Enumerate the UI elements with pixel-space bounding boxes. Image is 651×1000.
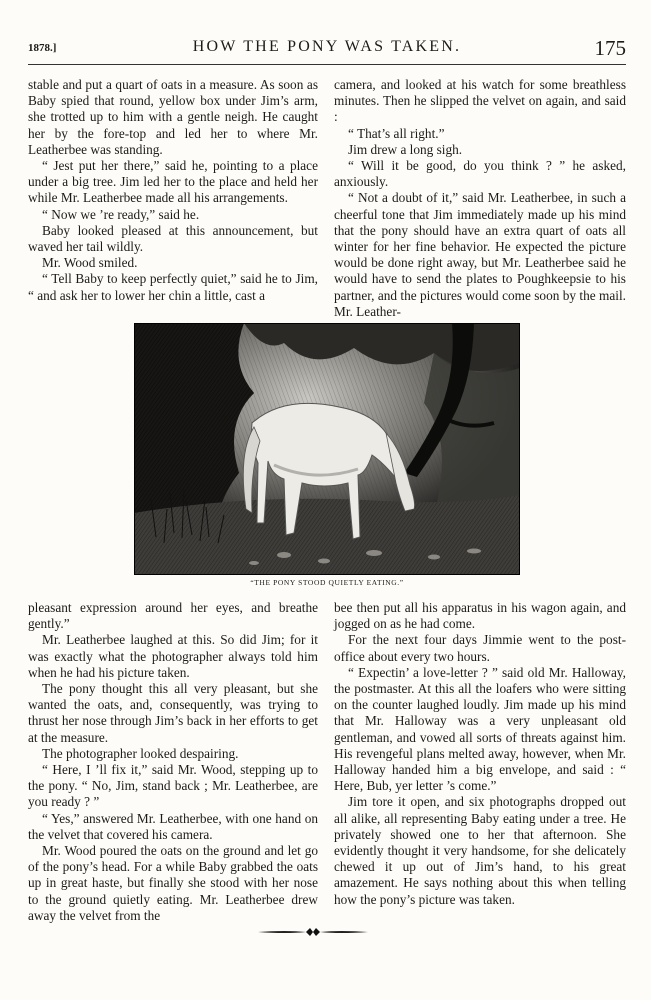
paragraph: “ Now we ’re ready,” said he. bbox=[42, 206, 200, 222]
paragraph: stable and put a quart of oats in a measure. As soon as Baby spied that round, yellow box under Jim’s arm, she trotted up to him with a gentle neigh. He caught her by the fore-top and led her to where Mr. Leatherbee was standing. bbox=[28, 77, 318, 157]
column-top-right bbox=[334, 77, 626, 320]
paragraph: The pony thought this all very pleasant, but she wanted the oats, and, consequently, was trying to thrust her nose through Jim’s back in her efforts to get at the measure. bbox=[28, 681, 318, 745]
paragraph: pleasant expression around her eyes, and breathe gently.” bbox=[28, 600, 318, 632]
pony-engraving-illustration bbox=[134, 323, 520, 575]
paragraph: camera, and looked at his watch for some breathless minutes. Then he slipped the velvet on again, and said : bbox=[334, 77, 626, 125]
paragraph: Mr. Wood smiled. bbox=[42, 255, 138, 271]
paragraph: “ Here, I ’ll fix it,” said Mr. Wood, stepping up to the pony. “ No, Jim, stand back ; Mr. Leatherbee, are you ready ? ” bbox=[28, 762, 318, 810]
paragraph: bee then put all his apparatus in his wagon again, and jogged on as he had come. bbox=[334, 600, 626, 632]
paragraph: “ Tell Baby to keep perfectly quiet,” said he to Jim, “ and ask her to lower her chin a little, cast a bbox=[28, 271, 318, 303]
illustration-caption: “THE PONY STOOD QUIETLY EATING.” bbox=[250, 578, 404, 587]
header-year: 1878.] bbox=[28, 42, 57, 54]
paragraph: Baby looked pleased at this announcement, but waved her tail wildly. bbox=[28, 222, 318, 255]
end-ornament-icon bbox=[258, 926, 368, 938]
column-top-left bbox=[28, 77, 318, 304]
column-bottom-left bbox=[28, 600, 318, 924]
paragraph: Mr. Leatherbee laughed at this. So did Jim; for it was exactly what the photographer always told him when he had his picture taken. bbox=[28, 632, 318, 680]
paragraph: “ Jest put her there,” said he, pointing to a place under a big tree. Jim led her to the place and held her while Mr. Leatherbee made all his arrangements. bbox=[28, 158, 318, 206]
column-bottom-right bbox=[334, 600, 626, 908]
header-rule bbox=[28, 64, 626, 65]
header-title: HOW THE PONY WAS TAKEN. bbox=[192, 38, 462, 55]
paragraph: “ Yes,” answered Mr. Leatherbee, with one hand on the velvet that covered his camera. bbox=[28, 810, 318, 842]
paragraph: “ Will it be good, do you think ? ” he asked, anxiously. bbox=[334, 158, 626, 190]
paragraph: Jim tore it open, and six photographs dropped out all alike, all representing Baby eating under a tree. He privately showed one to her that afternoon. She evidently thought it very handsome, for she delicately chewed it up out of Jim’s hand, to his great amazement. He says nothing about this when telling how the pony’s picture was taken. bbox=[334, 794, 626, 907]
paragraph: “ Not a doubt of it,” said Mr. Leatherbee, in such a cheerful tone that Jim immediately made up his mind that the pony should have an extra quart of oats all winter for her fine behavior. He expected the picture would be done right away, but Mr. Leatherbee said he would have to send the plates to Poughkeepsie to his partner, and the pictures would come soon by the mail. Mr. Leather- bbox=[334, 190, 626, 319]
paragraph: “ Expectin’ a love-letter ? ” said old Mr. Halloway, the postmaster. At this all the loafers who were sitting on the counter laughed loudly. Jim made up his mind that Mr. Halloway was a very unpleasant old gentleman, and vowed all sorts of threats against him. His revengeful plans melted away, however, when Mr. Halloway handed him a big envelope, and said : “ Here, Bub, yer letter ’s come.” bbox=[334, 664, 626, 794]
paragraph: Mr. Wood poured the oats on the ground and let go of the pony’s head. For a while Baby grabbed the oats up in great haste, but finally she stood with her nose to the ground quietly eating. Mr. Leatherbee drew away the velvet from the bbox=[28, 843, 318, 923]
page-number: 175 bbox=[594, 36, 626, 60]
paragraph: Jim drew a long sigh. bbox=[348, 141, 463, 157]
paragraph: For the next four days Jimmie went to the post-office about every two hours. bbox=[334, 632, 626, 664]
running-header bbox=[28, 36, 626, 60]
paragraph: The photographer looked despairing. bbox=[42, 745, 239, 761]
paragraph: “ That’s all right.” bbox=[348, 125, 445, 141]
